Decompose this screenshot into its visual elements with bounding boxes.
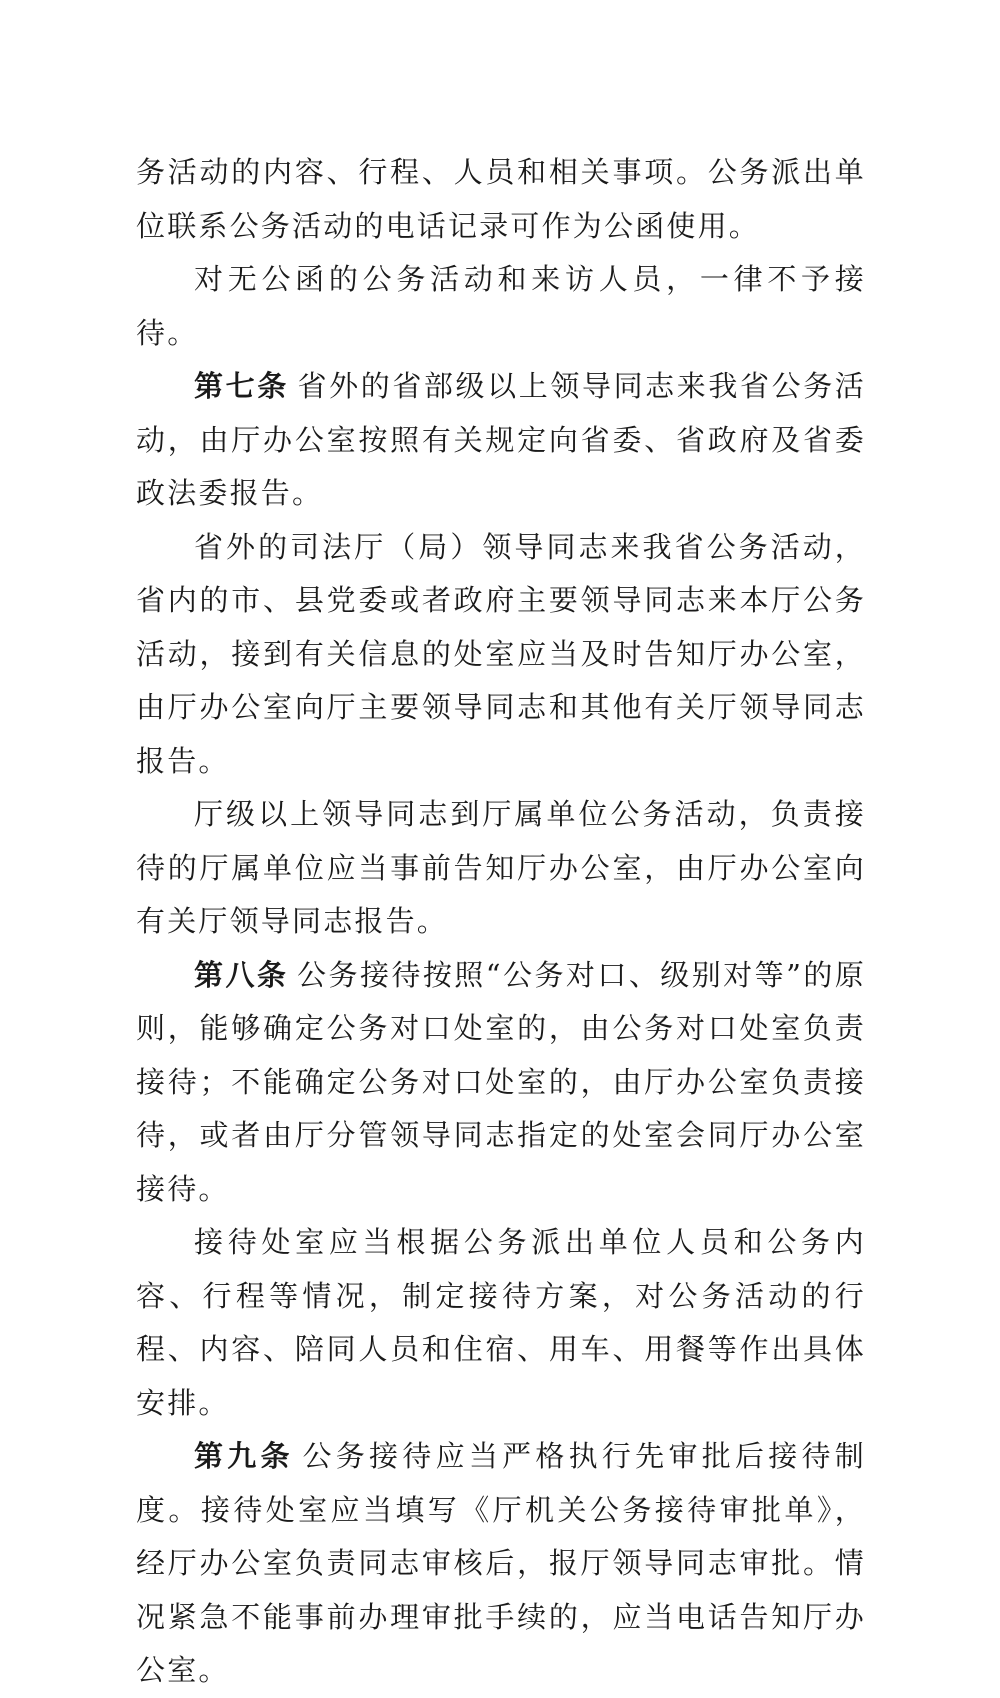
paragraph-text: 对无公函的公务活动和来访人员，一律不予接待。 <box>136 262 866 350</box>
document-body <box>136 146 866 1698</box>
paragraph-text: 公务接待按照“公务对口、级别对等”的原则，能够确定公务对口处室的，由公务对口处室负责接待；不能确定公务对口处室的，由厅办公室负责接待，或者由厅分管领导同志指定的处室会同厅办公室接待。 <box>136 957 866 1206</box>
paragraph-text: 厅级以上领导同志到厅属单位公务活动，负责接待的厅属单位应当事前告知厅办公室，由厅办公室向有关厅领导同志报告。 <box>136 797 866 938</box>
paragraph <box>136 253 866 360</box>
paragraph-text: 接待处室应当根据公务派出单位人员和公务内容、行程等情况，制定接待方案，对公务活动的行程、内容、陪同人员和住宿、用车、用餐等作出具体安排。 <box>136 1225 866 1420</box>
paragraph <box>136 1216 866 1430</box>
paragraph-text: 务活动的内容、行程、人员和相关事项。公务派出单位联系公务活动的电话记录可作为公函使用。 <box>136 155 866 243</box>
article-paragraph <box>136 360 866 521</box>
article-paragraph <box>136 1430 866 1698</box>
paragraph <box>136 788 866 949</box>
article-number: 第七条 <box>194 369 289 403</box>
paragraph <box>136 146 866 253</box>
article-paragraph <box>136 949 866 1217</box>
paragraph-text: 公务接待应当严格执行先审批后接待制度。接待处室应当填写《厅机关公务接待审批单》，经厅办公室负责同志审核后，报厅领导同志审批。情况紧急不能事前办理审批手续的，应当电话告知厅办公室。 <box>136 1439 866 1687</box>
paragraph <box>136 521 866 789</box>
paragraph-text: 省外的省部级以上领导同志来我省公务活动，由厅办公室按照有关规定向省委、省政府及省委政法委报告。 <box>136 369 866 510</box>
article-number: 第八条 <box>194 957 289 992</box>
article-number: 第九条 <box>194 1439 294 1473</box>
paragraph-text: 省外的司法厅（局）领导同志来我省公务活动，省内的市、县党委或者政府主要领导同志来本厅公务活动，接到有关信息的处室应当及时告知厅办公室，由厅办公室向厅主要领导同志和其他有关厅领导同志报告。 <box>136 529 866 778</box>
